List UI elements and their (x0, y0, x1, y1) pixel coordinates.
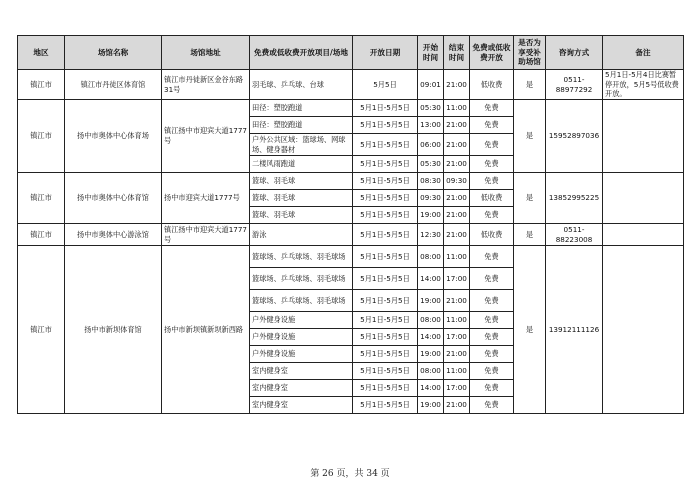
start-time-cell: 05:30 (418, 100, 444, 117)
date-cell: 5月1日-5月5日 (353, 246, 418, 268)
start-time-cell: 05:30 (418, 156, 444, 173)
fee-cell: 免费 (470, 290, 514, 312)
fee-cell: 免费 (470, 100, 514, 117)
date-cell: 5月1日-5月5日 (353, 100, 418, 117)
fee-cell: 免费 (470, 268, 514, 290)
fee-cell: 免费 (470, 246, 514, 268)
end-time-cell: 21:00 (444, 207, 470, 224)
date-cell: 5月1日-5月5日 (353, 207, 418, 224)
item-cell: 户外公共区域：篮球场、网球场、健身器材 (250, 134, 353, 156)
table-row (18, 70, 684, 100)
item-cell: 室内健身室 (250, 397, 353, 414)
end-time-cell: 11:00 (444, 312, 470, 329)
fee-cell: 免费 (470, 346, 514, 363)
note-cell (603, 224, 684, 246)
header-items: 免费或低收费开放项目/场地 (250, 36, 353, 70)
end-time-cell: 11:00 (444, 246, 470, 268)
item-cell: 户外健身设施 (250, 346, 353, 363)
subsidy-cell: 是 (514, 100, 546, 173)
phone-cell: 0511-88223008 (546, 224, 603, 246)
venue-name-cell: 镇江市丹徒区体育馆 (65, 70, 162, 100)
subsidy-cell: 是 (514, 173, 546, 224)
end-time-cell: 17:00 (444, 380, 470, 397)
end-time-cell: 21:00 (444, 190, 470, 207)
header-region: 地区 (18, 36, 65, 70)
page-footer: 第 26 页，共 34 页 (310, 469, 390, 479)
item-cell: 篮球、羽毛球 (250, 207, 353, 224)
region-cell: 镇江市 (18, 224, 65, 246)
item-cell: 篮球、羽毛球 (250, 173, 353, 190)
end-time-cell: 21:00 (444, 346, 470, 363)
phone-cell: 13912111126 (546, 246, 603, 414)
item-cell: 羽毛球、乒乓球、台球 (250, 70, 353, 100)
start-time-cell: 14:00 (418, 268, 444, 290)
item-cell: 室内健身室 (250, 363, 353, 380)
date-cell: 5月1日-5月5日 (353, 156, 418, 173)
item-cell: 田径：塑胶跑道 (250, 117, 353, 134)
table-row (18, 100, 684, 117)
start-time-cell: 12:30 (418, 224, 444, 246)
end-time-cell: 21:00 (444, 134, 470, 156)
fee-cell: 免费 (470, 363, 514, 380)
start-time-cell: 08:30 (418, 173, 444, 190)
item-cell: 篮球场、乒乓球场、羽毛球场 (250, 290, 353, 312)
date-cell: 5月1日-5月5日 (353, 329, 418, 346)
start-time-cell: 09:01 (418, 70, 444, 100)
start-time-cell: 08:00 (418, 246, 444, 268)
date-cell: 5月1日-5月5日 (353, 268, 418, 290)
header-venue: 场馆名称 (65, 36, 162, 70)
date-cell: 5月1日-5月5日 (353, 224, 418, 246)
phone-cell: 13852995225 (546, 173, 603, 224)
item-cell: 游泳 (250, 224, 353, 246)
date-cell: 5月1日-5月5日 (353, 363, 418, 380)
start-time-cell: 13:00 (418, 117, 444, 134)
region-cell: 镇江市 (18, 173, 65, 224)
item-cell: 户外健身设施 (250, 312, 353, 329)
date-cell: 5月1日-5月5日 (353, 117, 418, 134)
fee-cell: 低收费 (470, 70, 514, 100)
item-cell: 篮球、羽毛球 (250, 190, 353, 207)
fee-cell: 免费 (470, 207, 514, 224)
end-time-cell: 21:00 (444, 156, 470, 173)
end-time-cell: 17:00 (444, 329, 470, 346)
end-time-cell: 11:00 (444, 363, 470, 380)
start-time-cell: 09:30 (418, 190, 444, 207)
item-cell: 篮球场、乒乓球场、羽毛球场 (250, 268, 353, 290)
start-time-cell: 19:00 (418, 397, 444, 414)
region-cell: 镇江市 (18, 246, 65, 414)
start-time-cell: 19:00 (418, 290, 444, 312)
start-time-cell: 08:00 (418, 312, 444, 329)
note-cell (603, 173, 684, 224)
end-time-cell: 21:00 (444, 224, 470, 246)
item-cell: 二楼风雨跑道 (250, 156, 353, 173)
region-cell: 镇江市 (18, 100, 65, 173)
venue-address-cell: 镇江扬中市迎宾大道1777号 (162, 100, 250, 173)
region-cell: 镇江市 (18, 70, 65, 100)
item-cell: 户外健身设施 (250, 329, 353, 346)
fee-cell: 免费 (470, 329, 514, 346)
fee-cell: 免费 (470, 397, 514, 414)
note-cell (603, 100, 684, 173)
phone-cell: 15952897036 (546, 100, 603, 173)
note-cell (603, 246, 684, 414)
fee-cell: 免费 (470, 173, 514, 190)
fee-cell: 免费 (470, 380, 514, 397)
end-time-cell: 11:00 (444, 100, 470, 117)
date-cell: 5月1日-5月5日 (353, 397, 418, 414)
venue-name-cell: 扬中市奥体中心体育馆 (65, 173, 162, 224)
date-cell: 5月1日-5月5日 (353, 190, 418, 207)
venue-name-cell: 扬中市奥体中心游泳馆 (65, 224, 162, 246)
subsidy-cell: 是 (514, 224, 546, 246)
end-time-cell: 21:00 (444, 397, 470, 414)
start-time-cell: 19:00 (418, 346, 444, 363)
fee-cell: 免费 (470, 134, 514, 156)
end-time-cell: 21:00 (444, 70, 470, 100)
date-cell: 5月1日-5月5日 (353, 290, 418, 312)
table-row (18, 173, 684, 190)
note-cell: 5月1日-5月4日比赛暂停开放，5月5号低收费开放。 (603, 70, 684, 100)
venue-name-cell: 扬中市奥体中心体育场 (65, 100, 162, 173)
venue-address-cell: 扬中市迎宾大道1777号 (162, 173, 250, 224)
header-phone: 咨询方式 (546, 36, 603, 70)
end-time-cell: 21:00 (444, 290, 470, 312)
end-time-cell: 09:30 (444, 173, 470, 190)
fee-cell: 低收费 (470, 224, 514, 246)
schedule-table (17, 35, 684, 414)
item-cell: 田径：塑胶跑道 (250, 100, 353, 117)
item-cell: 室内健身室 (250, 380, 353, 397)
fee-cell: 免费 (470, 312, 514, 329)
start-time-cell: 08:00 (418, 363, 444, 380)
date-cell: 5月1日-5月5日 (353, 134, 418, 156)
subsidy-cell: 是 (514, 70, 546, 100)
header-fee: 免费或低收费开放 (470, 36, 514, 70)
venue-address-cell: 扬中市新坝镇新坝新西路 (162, 246, 250, 414)
item-cell: 篮球场、乒乓球场、羽毛球场 (250, 246, 353, 268)
venue-name-cell: 扬中市新坝体育馆 (65, 246, 162, 414)
end-time-cell: 21:00 (444, 117, 470, 134)
header-start: 开始时间 (418, 36, 444, 70)
table-row (18, 224, 684, 246)
fee-cell: 免费 (470, 156, 514, 173)
venue-address-cell: 镇江扬中市迎宾大道1777号 (162, 224, 250, 246)
phone-cell: 0511-88977292 (546, 70, 603, 100)
fee-cell: 低收费 (470, 190, 514, 207)
header-row (18, 36, 684, 70)
start-time-cell: 19:00 (418, 207, 444, 224)
start-time-cell: 14:00 (418, 329, 444, 346)
header-dates: 开放日期 (353, 36, 418, 70)
header-note: 备注 (603, 36, 684, 70)
end-time-cell: 17:00 (444, 268, 470, 290)
header-subsidy: 是否为享受补助场馆 (514, 36, 546, 70)
subsidy-cell: 是 (514, 246, 546, 414)
date-cell: 5月1日-5月5日 (353, 173, 418, 190)
date-cell: 5月1日-5月5日 (353, 346, 418, 363)
header-address: 场馆地址 (162, 36, 250, 70)
venue-address-cell: 镇江市丹徒新区金谷东路31号 (162, 70, 250, 100)
date-cell: 5月1日-5月5日 (353, 312, 418, 329)
date-cell: 5月5日 (353, 70, 418, 100)
start-time-cell: 14:00 (418, 380, 444, 397)
date-cell: 5月1日-5月5日 (353, 380, 418, 397)
start-time-cell: 06:00 (418, 134, 444, 156)
fee-cell: 免费 (470, 117, 514, 134)
header-end: 结束时间 (444, 36, 470, 70)
table-row (18, 246, 684, 268)
